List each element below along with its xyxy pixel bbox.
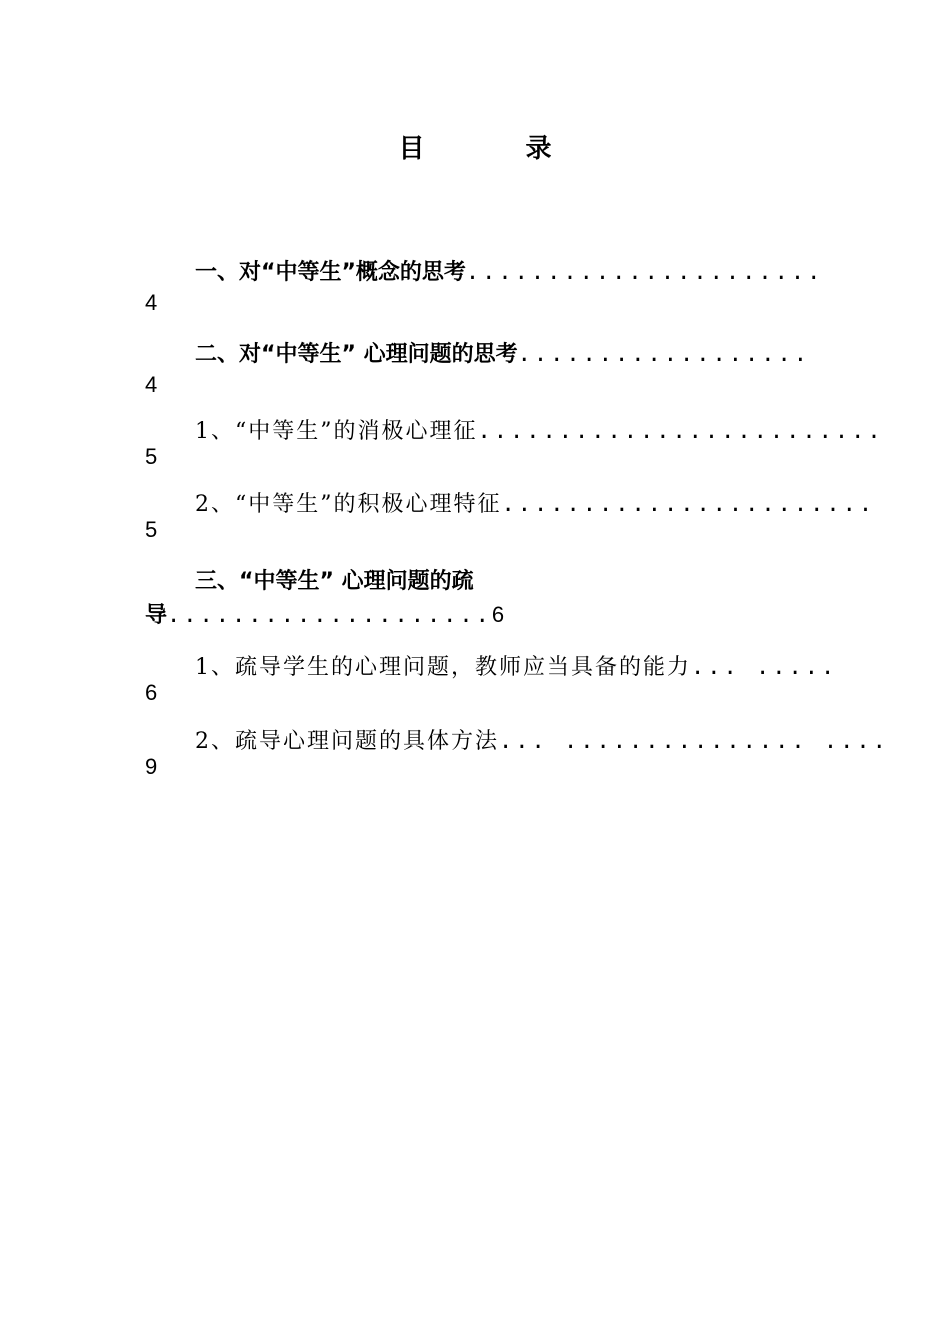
toc-entry-3-leader: .........................	[477, 419, 884, 444]
toc-entry-2[interactable]	[195, 340, 815, 370]
toc-entry-7-page: 9	[145, 754, 158, 779]
toc-entry-7-leader: ... ............... ....	[499, 729, 889, 754]
toc-entry-5[interactable]	[195, 567, 815, 597]
toc-entry-3-text: 1、“中等生”的消极心理征	[195, 419, 478, 444]
toc-entry-1[interactable]	[195, 258, 824, 288]
toc-entry-5-text: 三、“中等生” 心理问题的疏	[195, 569, 474, 594]
toc-entry-2-page: 4	[145, 372, 158, 397]
toc-entry-1-text: 一、对“中等生”概念的思考	[195, 260, 466, 285]
toc-entry-1-page: 4	[145, 290, 158, 315]
toc-entry-5-continuation[interactable]	[145, 600, 504, 631]
toc-entry-5-leader: ....................	[167, 603, 492, 628]
toc-entry-4-text: 2、“中等生”的积极心理特征	[195, 492, 502, 517]
toc-entry-4[interactable]	[195, 490, 876, 520]
toc-entry-4-page: 5	[145, 517, 158, 542]
page-title: 目 录	[398, 134, 598, 164]
toc-entry-3-page: 5	[145, 444, 158, 469]
toc-entry-4-leader: .......................	[501, 492, 876, 517]
toc-entry-6-leader: ... .....	[691, 655, 838, 680]
toc-entry-6-text: 1、疏导学生的心理问题，教师应当具备的能力	[195, 655, 691, 680]
toc-entry-6-page: 6	[145, 680, 158, 705]
toc-entry-2-text: 二、对“中等生” 心理问题的思考	[195, 342, 518, 367]
toc-entry-1-leader: ......................	[465, 260, 824, 285]
toc-entry-5-wrap-text: 导	[145, 603, 168, 628]
toc-entry-3[interactable]	[195, 417, 884, 447]
toc-entry-7[interactable]	[195, 727, 889, 757]
toc-entry-6[interactable]	[195, 653, 838, 683]
toc-entry-5-page: 6	[491, 602, 505, 627]
toc-entry-7-text: 2、疏导心理问题的具体方法	[195, 729, 499, 754]
toc-entry-2-leader: ..................	[517, 342, 810, 367]
